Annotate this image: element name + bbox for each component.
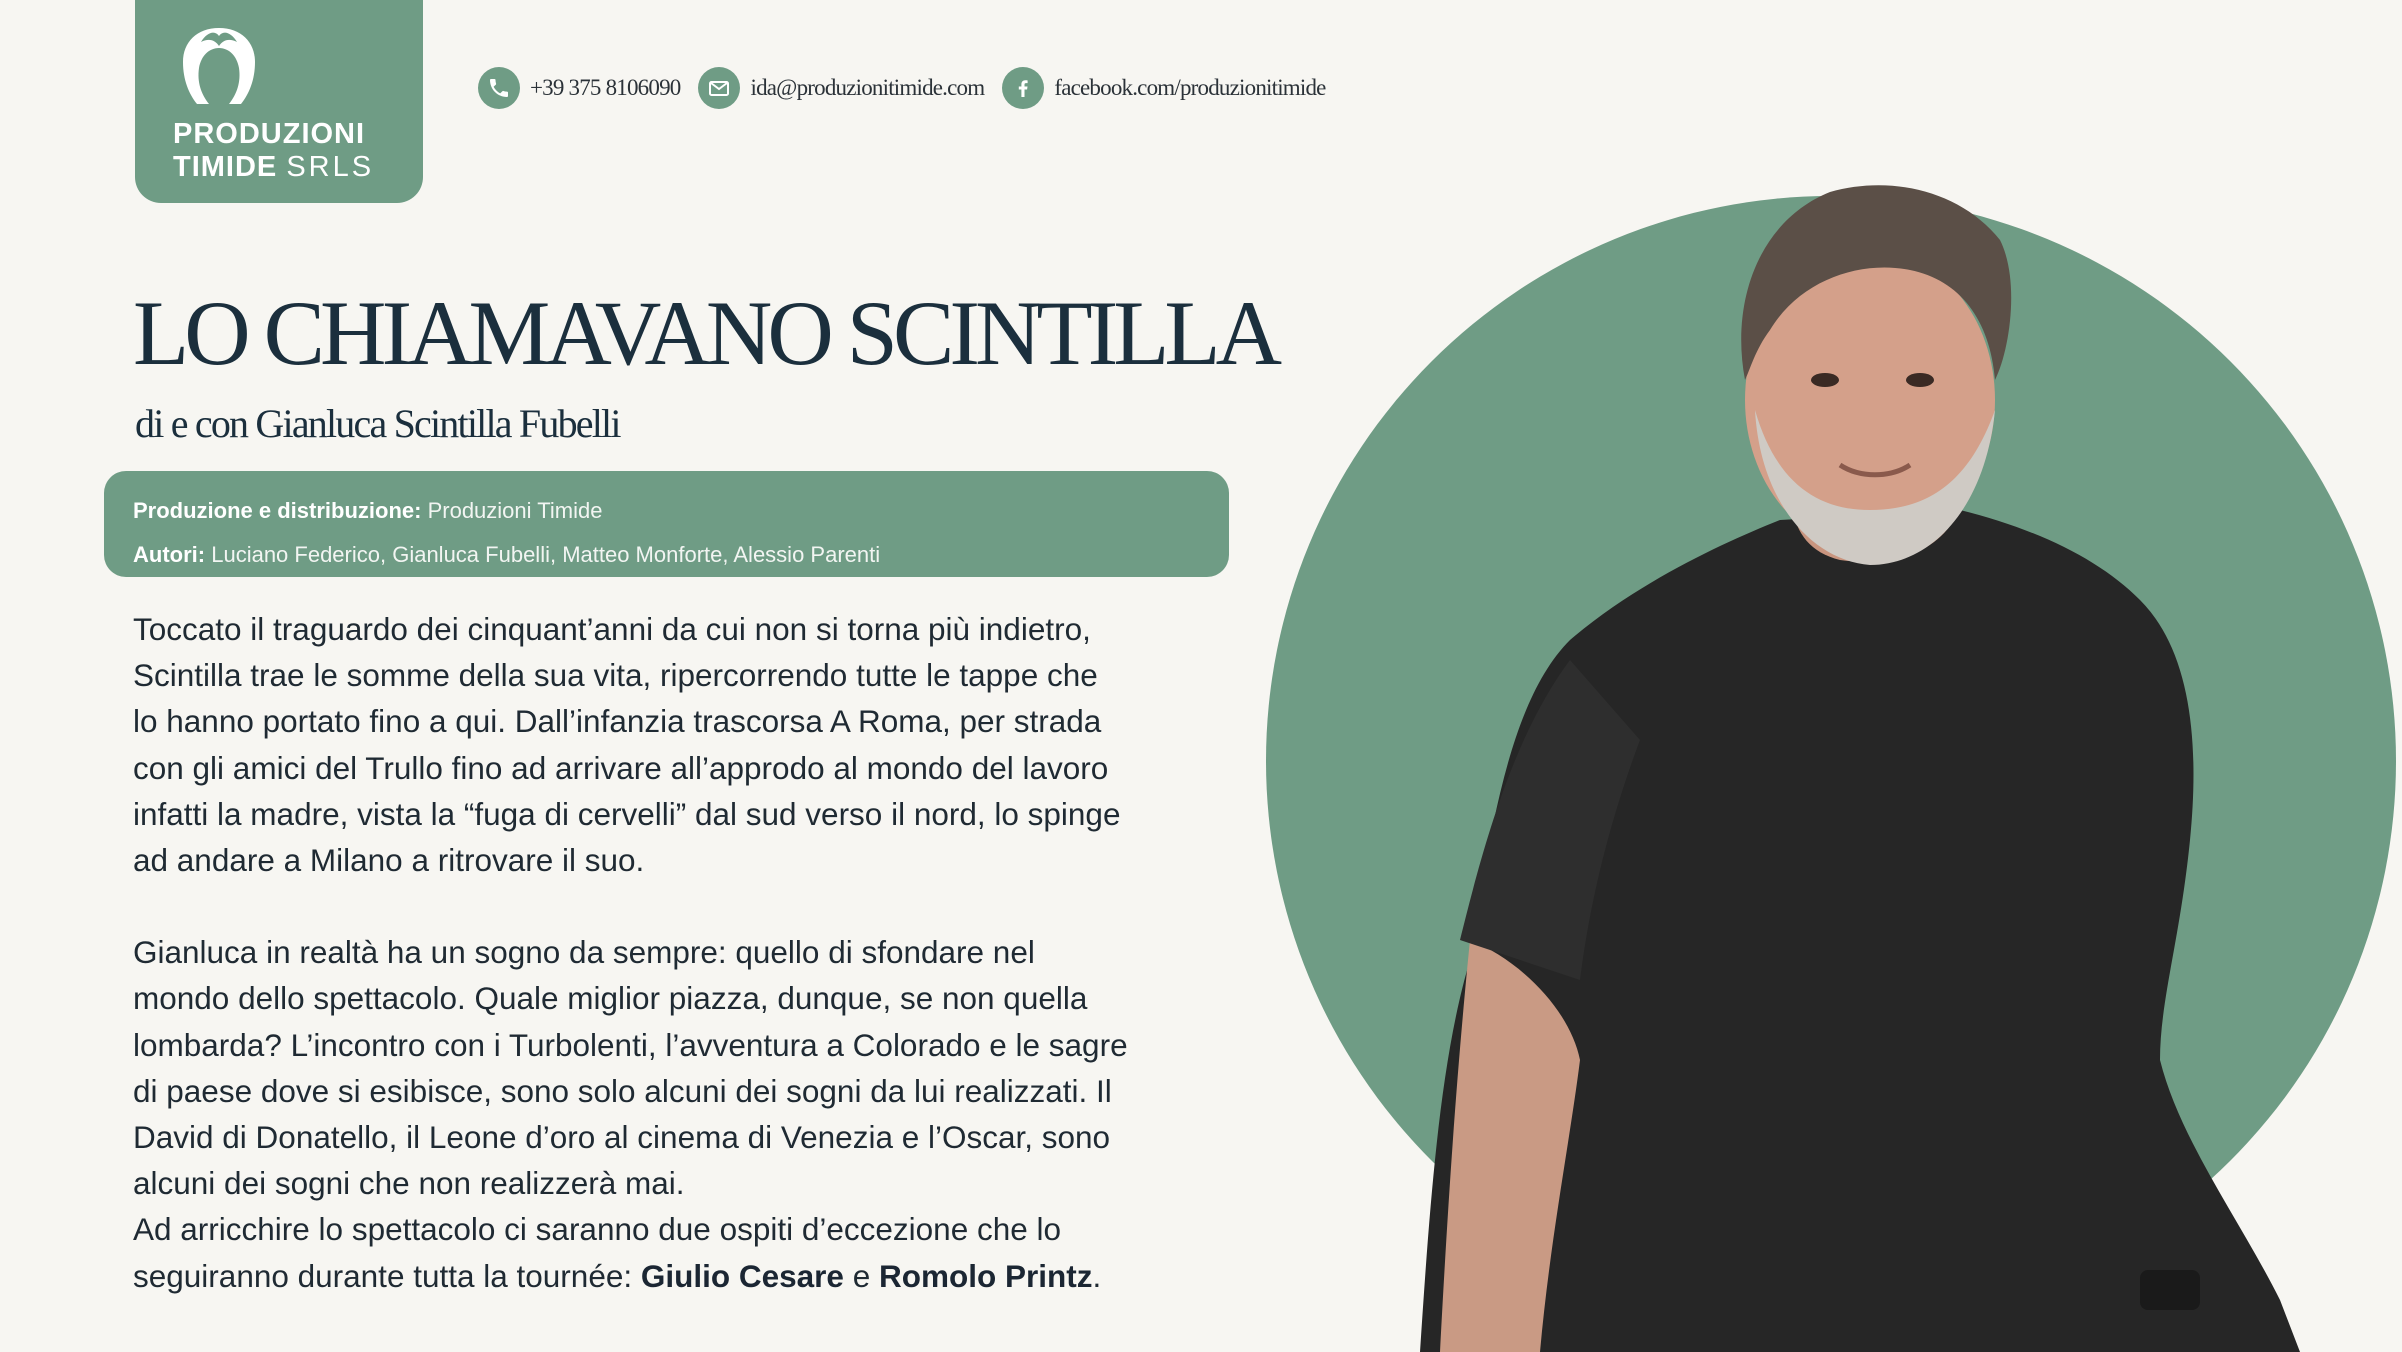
email-text: ida@produzionitimide.com xyxy=(750,75,985,100)
authors-label: Autori: xyxy=(133,542,206,567)
authors-value: Luciano Federico, Gianluca Fubelli, Matteo Monforte, Alessio Parenti xyxy=(211,542,881,567)
phone-text: +39 375 8106090 xyxy=(530,75,681,100)
guest-name-2: Romolo Printz xyxy=(878,1257,1093,1294)
contact-email[interactable] xyxy=(698,67,984,109)
logo-line-2-bold: TIMIDE xyxy=(173,151,278,183)
show-subtitle: di e con Gianluca Scintilla Fubelli xyxy=(135,401,620,446)
logo-line-2-light: SRLS xyxy=(286,151,375,183)
contact-facebook[interactable] xyxy=(1002,67,1325,109)
facebook-icon xyxy=(1002,67,1044,109)
synopsis xyxy=(133,606,1243,1299)
credits-box xyxy=(104,471,1229,577)
paragraph-3-end: . xyxy=(1092,1257,1102,1294)
facebook-text: facebook.com/produzionitimide xyxy=(1054,75,1326,100)
company-logo xyxy=(135,0,423,203)
performer-photo xyxy=(1400,180,2380,1352)
production-value: Produzioni Timide xyxy=(427,498,603,523)
logo-line-1: PRODUZIONI xyxy=(173,118,366,150)
authors-line xyxy=(133,533,1229,577)
guest-conjunction: e xyxy=(843,1257,879,1294)
guest-name-1: Giulio Cesare xyxy=(640,1257,844,1294)
production-line xyxy=(133,489,1229,533)
logo-wordmark xyxy=(173,118,374,184)
phone-icon xyxy=(478,67,520,109)
show-title: LO CHIAMAVANO SCINTILLA xyxy=(133,282,1278,384)
production-label: Produzione e distribuzione: xyxy=(133,498,422,523)
paragraph-spacer xyxy=(133,883,1243,929)
hair-silhouette-icon xyxy=(171,22,267,110)
contact-phone[interactable] xyxy=(478,67,680,109)
synopsis-paragraph-2: Gianluca in realtà ha un sogno da sempre: quello di sfondare nel mondo dello spettacolo. Quale miglior piazza, dunque, se non quella lombarda? L’incontro con i Turbolenti, l’avventura a Colorado e le sagre di paese dove si esibisce, sono solo alcuni dei sogni da lui realizzati. Il David di Donatello, il Leone d’oro al cinema di Venezia e l’Oscar, sono alcuni dei sogni che non realizzerà mai. xyxy=(133,934,1128,1202)
logo-line-2 xyxy=(173,151,374,184)
contact-bar xyxy=(478,66,1326,110)
synopsis-paragraph-1: Toccato il traguardo dei cinquant’anni da cui non si torna più indietro, Scintilla trae le somme della sua vita, ripercorrendo tutte le tappe che lo hanno portato fino a qui. Dall’infanzia trascorsa A Roma, per strada con gli amici del Trullo fino ad arrivare all’approdo al mondo del lavoro infatti la madre, vista la “fuga di cervelli” dal sud verso il nord, lo spinge ad andare a Milano a ritrovare il suo. xyxy=(133,611,1121,879)
paragraph-3-text: Ad arricchire lo spettacolo ci saranno due ospiti d’eccezione che lo seguiranno durante tutta la tournée: xyxy=(133,1211,1062,1294)
mail-icon xyxy=(698,67,740,109)
synopsis-paragraph-3 xyxy=(133,1206,1243,1298)
